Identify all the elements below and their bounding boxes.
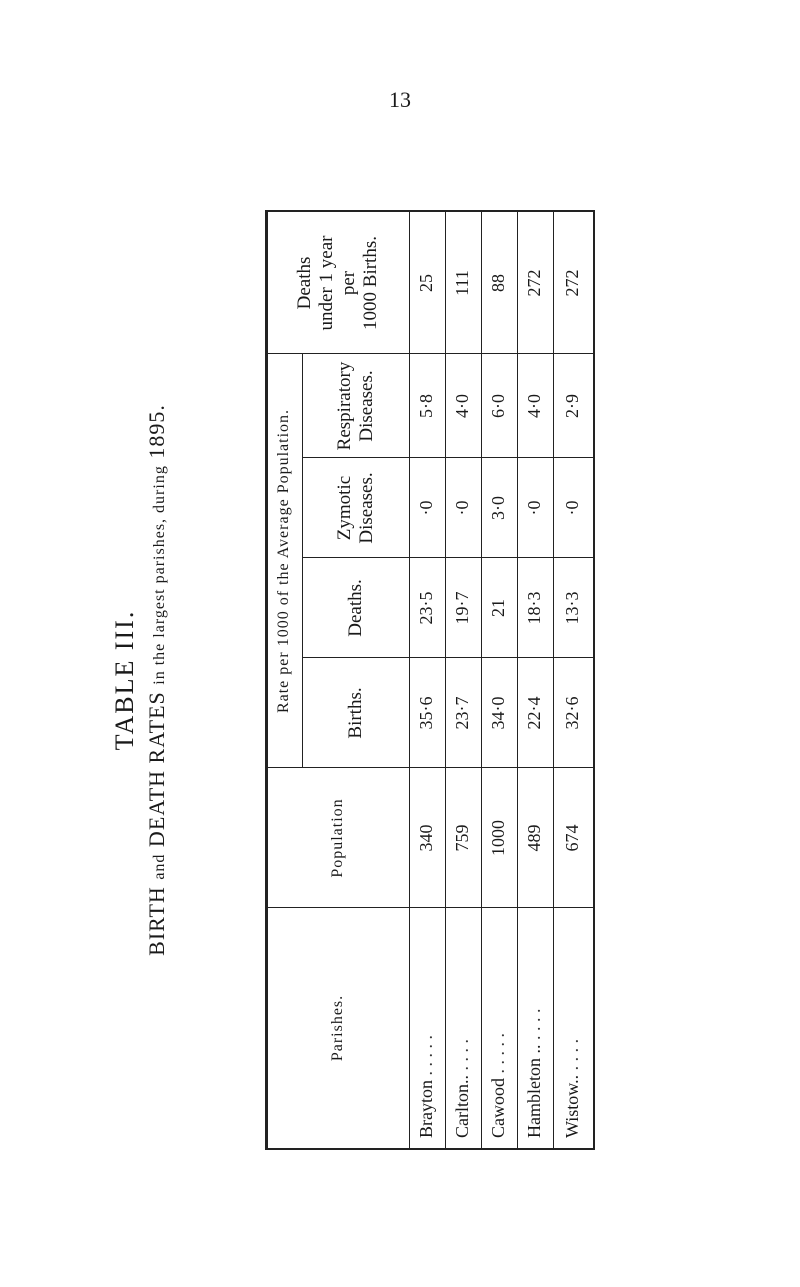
infant-deaths-cell: 272 xyxy=(524,269,545,297)
respiratory-cell: 6·0 xyxy=(488,394,509,418)
population-cell: 1000 xyxy=(488,820,509,856)
population-cell: 759 xyxy=(452,824,473,852)
parishes-header: Parishes. xyxy=(328,994,346,1062)
parish-name: Wistow.. xyxy=(562,1074,583,1138)
population-cell: 340 xyxy=(416,824,437,852)
births-cell: 35·6 xyxy=(416,696,437,730)
infant-mortality-header xyxy=(267,212,409,354)
parish-name: Carlton.. xyxy=(452,1075,473,1138)
infant-header-line-1: Deaths xyxy=(294,256,316,310)
deaths-header: Deaths. xyxy=(344,579,366,637)
parish-name: Cawood xyxy=(488,1078,509,1138)
subtitle-part-2: and xyxy=(151,853,168,880)
subtitle-part-3: DEATH RATES xyxy=(144,691,169,848)
zymotic-cell: ·0 xyxy=(562,500,583,516)
parish-name: Brayton xyxy=(416,1080,437,1138)
zymotic-cell: ·0 xyxy=(452,500,473,516)
respiratory-cell: 4·0 xyxy=(452,394,473,418)
dot-leader: . . . . xyxy=(452,1039,473,1071)
table-title: TABLE III. xyxy=(110,609,139,751)
zymotic-cell: ·0 xyxy=(524,500,545,516)
births-cell: 23·7 xyxy=(452,696,473,730)
population-cell: 674 xyxy=(562,824,583,852)
respiratory-cell: 5·8 xyxy=(416,394,437,418)
rotated-page-content xyxy=(110,210,730,1150)
table-row-parish xyxy=(409,908,445,1148)
dot-leader: . . . . xyxy=(562,1038,583,1071)
subtitle-part-1: BIRTH xyxy=(144,886,169,956)
births-cell: 32·6 xyxy=(562,696,583,730)
deaths-cell: 21 xyxy=(488,599,509,617)
table-row-parish xyxy=(517,908,553,1148)
dot-leader: . . . . . xyxy=(416,1035,437,1076)
deaths-cell: 19·7 xyxy=(452,591,473,625)
births-cell: 22·4 xyxy=(524,696,545,730)
infant-header-line-3: per xyxy=(338,270,359,296)
births-header: Births. xyxy=(344,687,366,739)
parish-name: Hambleton .. xyxy=(524,1044,545,1138)
population-header: Population xyxy=(328,798,346,878)
data-table xyxy=(265,210,595,1150)
dot-leader: . . . . xyxy=(524,1008,545,1041)
population-cell: 489 xyxy=(524,824,545,852)
respiratory-header: Respiratory Diseases. xyxy=(333,361,377,451)
infant-header-line-2: under 1 year xyxy=(316,235,338,331)
table-row-parish xyxy=(553,908,593,1148)
rate-group-header: Rate per 1000 of the Average Population. xyxy=(275,408,293,714)
page-number: 13 xyxy=(389,87,411,112)
table-row-parish xyxy=(445,908,481,1148)
infant-header-line-4: 1000 Births. xyxy=(359,236,381,330)
respiratory-cell: 2·9 xyxy=(562,394,583,418)
infant-deaths-cell: 272 xyxy=(562,269,583,297)
births-cell: 34·0 xyxy=(488,696,509,730)
dot-leader: . . . . . xyxy=(488,1033,509,1074)
zymotic-cell: ·0 xyxy=(416,500,437,516)
infant-deaths-cell: 111 xyxy=(452,270,473,296)
zymotic-cell: 3·0 xyxy=(488,496,509,520)
zymotic-header: Zymotic Diseases. xyxy=(333,472,377,544)
respiratory-cell: 4·0 xyxy=(524,394,545,418)
infant-deaths-cell: 88 xyxy=(488,274,509,292)
subtitle-part-4: in the largest parishes, during xyxy=(151,465,168,685)
deaths-cell: 13·3 xyxy=(562,591,583,625)
infant-deaths-cell: 25 xyxy=(416,274,437,292)
deaths-cell: 18·3 xyxy=(524,591,545,625)
table-row-parish xyxy=(481,908,517,1148)
table-subtitle xyxy=(144,210,170,1150)
subtitle-part-5: 1895. xyxy=(144,404,169,459)
deaths-cell: 23·5 xyxy=(416,591,437,625)
